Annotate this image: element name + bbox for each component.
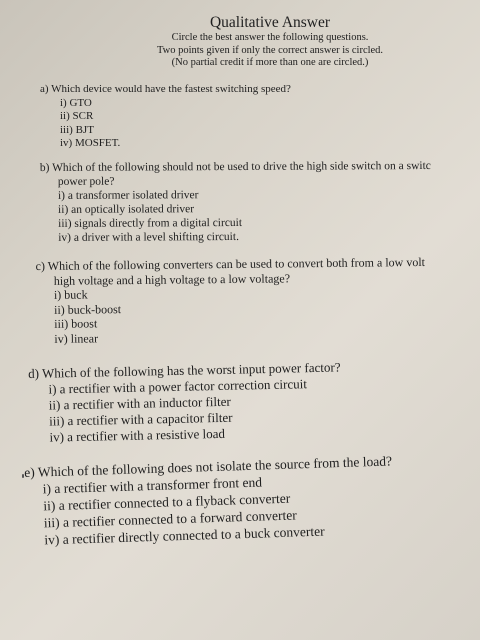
question-a-option-4[interactable]: iv) MOSFET. — [60, 137, 121, 149]
instruction-line-3: (No partial credit if more than one are circled.) — [171, 57, 369, 68]
question-c-stem: c) Which of the following converters can be used to convert both from a low volt — [35, 254, 426, 274]
question-c-option-4[interactable]: iv) linear — [54, 330, 99, 346]
question-c — [36, 255, 426, 346]
header — [0, 14, 480, 70]
question-d — [28, 359, 342, 446]
question-a — [40, 83, 291, 151]
question-d-option-3[interactable]: iii) a rectifier with a capacitor filter — [49, 409, 233, 429]
question-b-option-4[interactable]: iv) a driver with a level shifting circuit. — [58, 230, 239, 244]
instruction-line-1: Circle the best answer the following questions. — [171, 32, 369, 43]
question-a-option-3[interactable]: iii) BJT — [60, 123, 94, 136]
question-c-option-1[interactable]: i) buck — [53, 287, 88, 302]
question-e-option-1[interactable]: i) a rectifier with a transformer front end — [42, 474, 263, 497]
question-e-stem: e) Which of the following does not isolate the source from the load? — [24, 453, 393, 480]
question-d-option-2[interactable]: ii) a rectifier with an inductor filter — [48, 393, 231, 413]
question-c-option-3[interactable]: iii) boost — [54, 316, 98, 331]
question-e-option-3[interactable]: iii) a rectifier connected to a forward converter — [43, 507, 297, 531]
question-c-stem-continued: high voltage and a high voltage to a low voltage? — [53, 270, 291, 288]
question-a-option-1[interactable]: i) GTO — [60, 96, 92, 109]
question-a-stem: a) Which device would have the fastest switching speed? — [40, 83, 291, 95]
question-e-option-4[interactable]: iv) a rectifier directly connected to a buck converter — [44, 523, 325, 548]
question-d-option-1[interactable]: i) a rectifier with a power factor correction circuit — [48, 376, 308, 397]
page-title: Qualitative Answer — [209, 14, 331, 31]
question-a-option-2[interactable]: ii) SCR — [60, 110, 94, 122]
question-b — [40, 159, 431, 245]
question-e-option-2[interactable]: ii) a rectifier connected to a flyback converter — [43, 490, 291, 514]
question-b-option-2[interactable]: ii) an optically isolated driver — [58, 203, 195, 216]
question-d-option-4[interactable]: iv) a rectifier with a resistive load — [49, 425, 226, 445]
question-b-stem-continued: power pole? — [57, 175, 115, 188]
question-e — [24, 452, 394, 549]
question-b-option-3[interactable]: iii) signals directly from a digital circuit — [58, 216, 243, 230]
question-d-stem: d) Which of the following has the worst input power factor? — [28, 359, 341, 381]
instruction-line-2: Two points given if only the correct answer is circled. — [156, 44, 384, 56]
question-b-option-1[interactable]: i) a transformer isolated driver — [57, 189, 199, 202]
question-b-stem: b) Which of the following should not be used to drive the high side switch on a switc — [39, 159, 431, 175]
question-c-option-2[interactable]: ii) buck-boost — [54, 301, 122, 317]
